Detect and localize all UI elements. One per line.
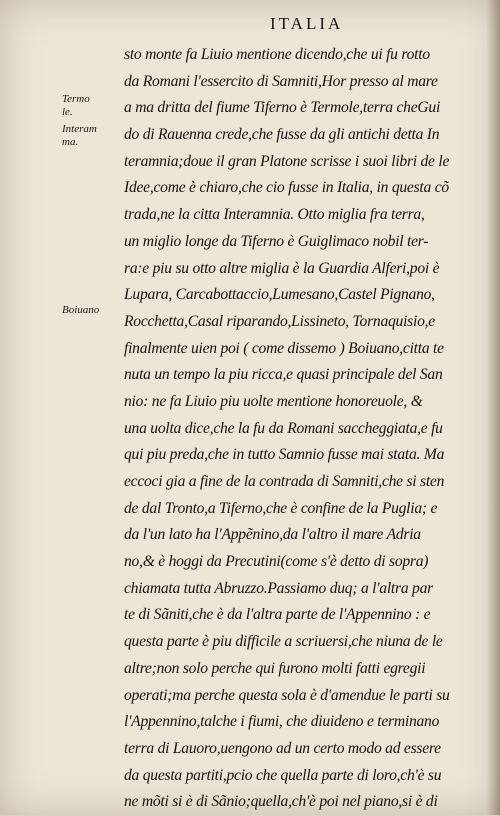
text-line: da questa partiti,pcio che quella parte di loro,ch'è su [124, 766, 442, 784]
text-line: eccoci gia a fine de la contrada di Samniti,che si sten [124, 473, 445, 490]
text-line: l'Appennino,talche i fiumi, che diuideno e terminano [124, 713, 440, 731]
text-line: do di Rauenna crede,che fusse da gli antichi detta In [124, 126, 440, 144]
text-line: teramnia;doue il gran Platone scrisse i suoi libri de le [124, 152, 450, 170]
text-line: nuta un tempo la piu ricca,e quasi principale del San [124, 366, 443, 384]
text-line: Idee,come è chiaro,che cio fusse in Italia, in questa cõ [124, 179, 449, 197]
body-text [124, 42, 490, 816]
text-line: Rocchetta,Casal riparando,Lissineto, Tornaquisio,e [124, 312, 435, 330]
text-line: terra di Lauoro,uengono ad un certo modo ad essere [124, 739, 441, 757]
running-title: ITALIA [270, 14, 344, 33]
margin-note-interamna: Interam ma. [62, 123, 97, 148]
text-line: qui piu preda,che in tutto Samnio fusse mai stata. Ma [124, 446, 445, 464]
text-line: da Romani l'essercito di Samniti,Hor presso al mare [124, 72, 438, 90]
text-line: chiamata tutta Abruzzo.Passiamo duq; a l'altra par [124, 579, 433, 597]
text-line: sto monte fa Liuio mentione dicendo,che ui fu rotto [124, 46, 430, 63]
text-line: a ma dritta del fiume Tiferno è Termole,terra cheGui [124, 99, 441, 117]
text-line: nio: ne fa Liuio piu uolte mentione honoreuole, & [124, 392, 423, 410]
text-line: altre;non solo perche qui furono molti fatti egregii [124, 659, 426, 677]
text-line: ra:e piu su otto altre miglia è la Guardia Alferi,poi è [124, 259, 440, 277]
margin-note-boiuano: Boiuano [62, 304, 100, 316]
margin-note-termole: Termo le. [62, 93, 90, 118]
text-line: una uolta dice,che la fu da Romani saccheggiata,e fu [124, 419, 443, 437]
text-line: ne mõti si è di Sãnio;quella,ch'è poi nel piano,si è di [124, 793, 438, 811]
text-line: da l'un lato ha l'Appẽnino,da l'altro il mare Adria [124, 526, 421, 544]
text-line: te di Sãniti,che è da l'altra parte de l'Appennino : e [124, 606, 431, 624]
text-line: un miglio longe da Tiferno è Guiglimaco nobil ter- [124, 232, 429, 250]
text-line: de dal Tronto,a Tiferno,che è confine de la Puglia; e [124, 499, 438, 517]
text-line: trada,ne la citta Interamnia. Otto miglia fra terra, [124, 206, 425, 224]
text-line: no,& è hoggi da Precutini(come s'è detto di sopra) [124, 553, 429, 571]
text-line: questa parte è piu difficile a scriuersi,che niuna de le [124, 633, 443, 651]
text-line: finalmente uien poi ( come dissemo ) Boiuano,citta te [124, 339, 444, 357]
text-line: Lupara, Carcabottaccio,Lumesano,Castel Pignano, [124, 286, 435, 304]
text-line: operati;ma perche questa sola è d'amendue le parti su [124, 686, 450, 704]
